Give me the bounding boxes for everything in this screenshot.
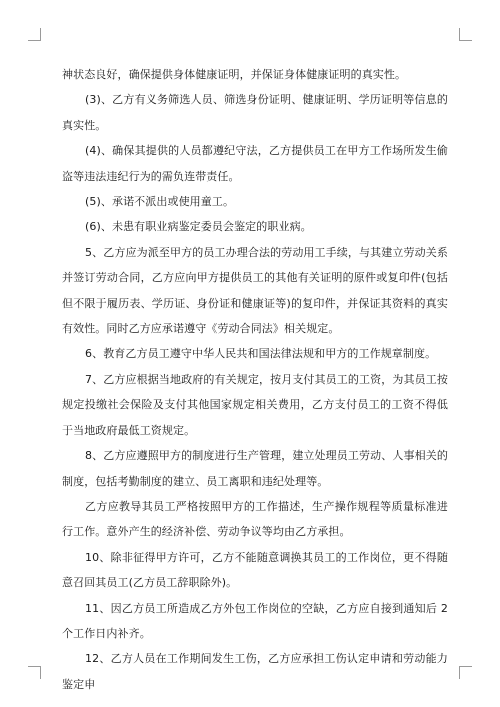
document-body bbox=[62, 62, 448, 697]
paragraph: (3)、乙方有义务筛选人员、筛选身份证明、健康证明、学历证明等信息的真实性。 bbox=[62, 93, 448, 132]
paragraph: 10、除非征得甲方许可，乙方不能随意调换其员工的工作岗位，更不得随意召回其员工(乙方员工辞职除外)。 bbox=[62, 550, 448, 590]
crop-mark-bottom-right bbox=[459, 666, 472, 679]
paragraph: 6、教育乙方员工遵守中华人民共和国法律法规和甲方的工作规章制度。 bbox=[85, 347, 437, 361]
crop-mark-top-left bbox=[28, 28, 41, 41]
crop-mark-bottom-left bbox=[28, 666, 41, 679]
paragraph: 神状态良好，确保提供身体健康证明，并保证身体健康证明的真实性。 bbox=[62, 68, 407, 81]
paragraph: (4)、确保其提供的人员都遵纪守法，乙方提供员工在甲方工作场所发生偷盗等违法违纪行为的需负连带责任。 bbox=[62, 144, 448, 183]
paragraph: 乙方应教导其员工严格按照甲方的工作描述，生产操作规程等质量标准进行工作。意外产生的经济补偿、劳动争议等均由乙方承担。 bbox=[62, 499, 448, 539]
paragraph: (5)、承诺不派出或使用童工。 bbox=[85, 195, 235, 209]
crop-mark-top-right bbox=[459, 28, 472, 41]
paragraph: 7、乙方应根据当地政府的有关规定，按月支付其员工的工资，为其员工按规定投缴社会保险及支付其他国家规定相关费用，乙方支付员工的工资不得低于当地政府最低工资规定。 bbox=[62, 372, 448, 437]
paragraph: 8、乙方应遵照甲方的制度进行生产管理，建立处理员工劳动、人事相关的制度，包括考勤制度的建立、员工离职和违纪处理等。 bbox=[62, 449, 448, 488]
paragraph: 5、乙方应为派至甲方的员工办理合法的劳动用工手续，与其建立劳动关系并签订劳动合同，乙方应向甲方提供员工的其他有关证明的原件或复印件(包括但不限于履历表、学历证、身份证和健康证等)的复印件，并保证其资料的真实有效性。同时乙方应承诺遵守《劳动合同法》相关规定。 bbox=[62, 245, 448, 336]
paragraph: (6)、未患有职业病鉴定委员会鉴定的职业病。 bbox=[85, 220, 312, 234]
paragraph: 12、乙方人员在工作期间发生工伤，乙方应承担工伤认定申请和劳动能力鉴定申 bbox=[62, 652, 448, 691]
paragraph: 11、因乙方员工所造成乙方外包工作岗位的空缺，乙方应自接到通知后 2 个工作日内补齐。 bbox=[62, 601, 448, 640]
